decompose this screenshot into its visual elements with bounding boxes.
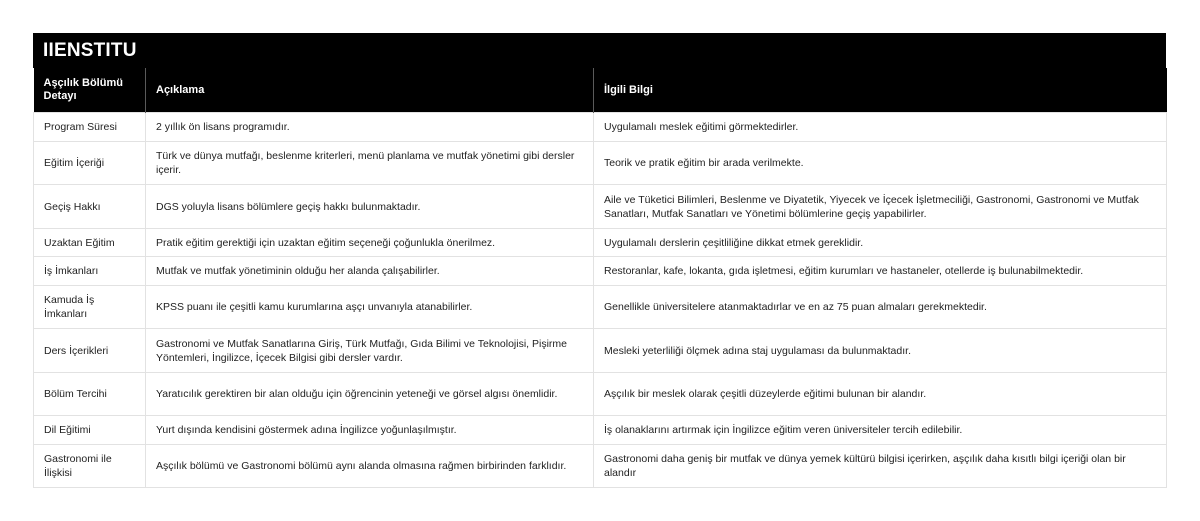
cell-info: Gastronomi daha geniş bir mutfak ve dünya yemek kültürü bilgisi içerirken, aşçılık daha kısıtlı bilgi içeriği olan bir alandır (594, 445, 1167, 488)
cell-info: Mesleki yeterliliği ölçmek adına staj uygulaması da bulunmaktadır. (594, 329, 1167, 373)
table-row (34, 329, 1167, 373)
cell-detail: Bölüm Tercihi (34, 373, 146, 416)
table-row (34, 445, 1167, 488)
data-table (33, 68, 1167, 488)
column-header-info: İlgili Bilgi (594, 68, 1167, 113)
cell-description: 2 yıllık ön lisans programıdır. (146, 113, 594, 142)
cell-detail: İş İmkanları (34, 257, 146, 286)
cell-description: Yaratıcılık gerektiren bir alan olduğu için öğrencinin yeteneği ve görsel algısı önemlidir. (146, 373, 594, 416)
cell-detail: Kamuda İş İmkanları (34, 286, 146, 329)
cell-detail: Gastronomi ile İlişkisi (34, 445, 146, 488)
table-row (34, 416, 1167, 445)
cell-detail: Eğitim İçeriği (34, 142, 146, 185)
cell-description: KPSS puanı ile çeşitli kamu kurumlarına aşçı unvanıyla atanabilirler. (146, 286, 594, 329)
cell-description: DGS yoluyla lisans bölümlere geçiş hakkı bulunmaktadır. (146, 185, 594, 229)
cell-info: Restoranlar, kafe, lokanta, gıda işletmesi, eğitim kurumları ve hastaneler, otellerde iş bulunabilmektedir. (594, 257, 1167, 286)
cell-info: Genellikle üniversitelere atanmaktadırlar ve en az 75 puan almaları gerekmektedir. (594, 286, 1167, 329)
cell-info: İş olanaklarını artırmak için İngilizce eğitim veren üniversiteler tercih edilebilir. (594, 416, 1167, 445)
cell-description: Pratik eğitim gerektiği için uzaktan eğitim seçeneği çoğunlukla önerilmez. (146, 229, 594, 257)
table-row (34, 286, 1167, 329)
table-row (34, 257, 1167, 286)
cell-detail: Program Süresi (34, 113, 146, 142)
cell-info: Uygulamalı derslerin çeşitliliğine dikkat etmek gereklidir. (594, 229, 1167, 257)
table-row (34, 185, 1167, 229)
cell-info: Teorik ve pratik eğitim bir arada verilmekte. (594, 142, 1167, 185)
cell-info: Uygulamalı meslek eğitimi görmektedirler. (594, 113, 1167, 142)
table-row (34, 142, 1167, 185)
table-row (34, 229, 1167, 257)
brand-title: IIENSTITU (33, 33, 1166, 68)
cell-description: Gastronomi ve Mutfak Sanatlarına Giriş, Türk Mutfağı, Gıda Bilimi ve Teknolojisi, Pişirme Yöntemleri, İngilizce, İçecek Bilgisi gibi dersler vardır. (146, 329, 594, 373)
cell-detail: Ders İçerikleri (34, 329, 146, 373)
cell-detail: Geçiş Hakkı (34, 185, 146, 229)
table-header-row (34, 68, 1167, 113)
cell-description: Türk ve dünya mutfağı, beslenme kriterleri, menü planlama ve mutfak yönetimi gibi dersler içerir. (146, 142, 594, 185)
column-header-detail: Aşçılık Bölümü Detayı (34, 68, 146, 113)
table-container (33, 33, 1166, 488)
table-row (34, 373, 1167, 416)
cell-info: Aşçılık bir meslek olarak çeşitli düzeylerde eğitimi bulunan bir alandır. (594, 373, 1167, 416)
table-row (34, 113, 1167, 142)
column-header-description: Açıklama (146, 68, 594, 113)
cell-description: Mutfak ve mutfak yönetiminin olduğu her alanda çalışabilirler. (146, 257, 594, 286)
cell-description: Yurt dışında kendisini göstermek adına İngilizce yoğunlaşılmıştır. (146, 416, 594, 445)
cell-description: Aşçılık bölümü ve Gastronomi bölümü aynı alanda olmasına rağmen birbirinden farklıdır. (146, 445, 594, 488)
cell-detail: Dil Eğitimi (34, 416, 146, 445)
cell-info: Aile ve Tüketici Bilimleri, Beslenme ve Diyatetik, Yiyecek ve İçecek İşletmeciliği, Gastronomi, Gastronomi ve Mutfak Sanatları, Mutfak Sanatları ve Yönetimi bölümlerine geçiş yapabilirler. (594, 185, 1167, 229)
cell-detail: Uzaktan Eğitim (34, 229, 146, 257)
